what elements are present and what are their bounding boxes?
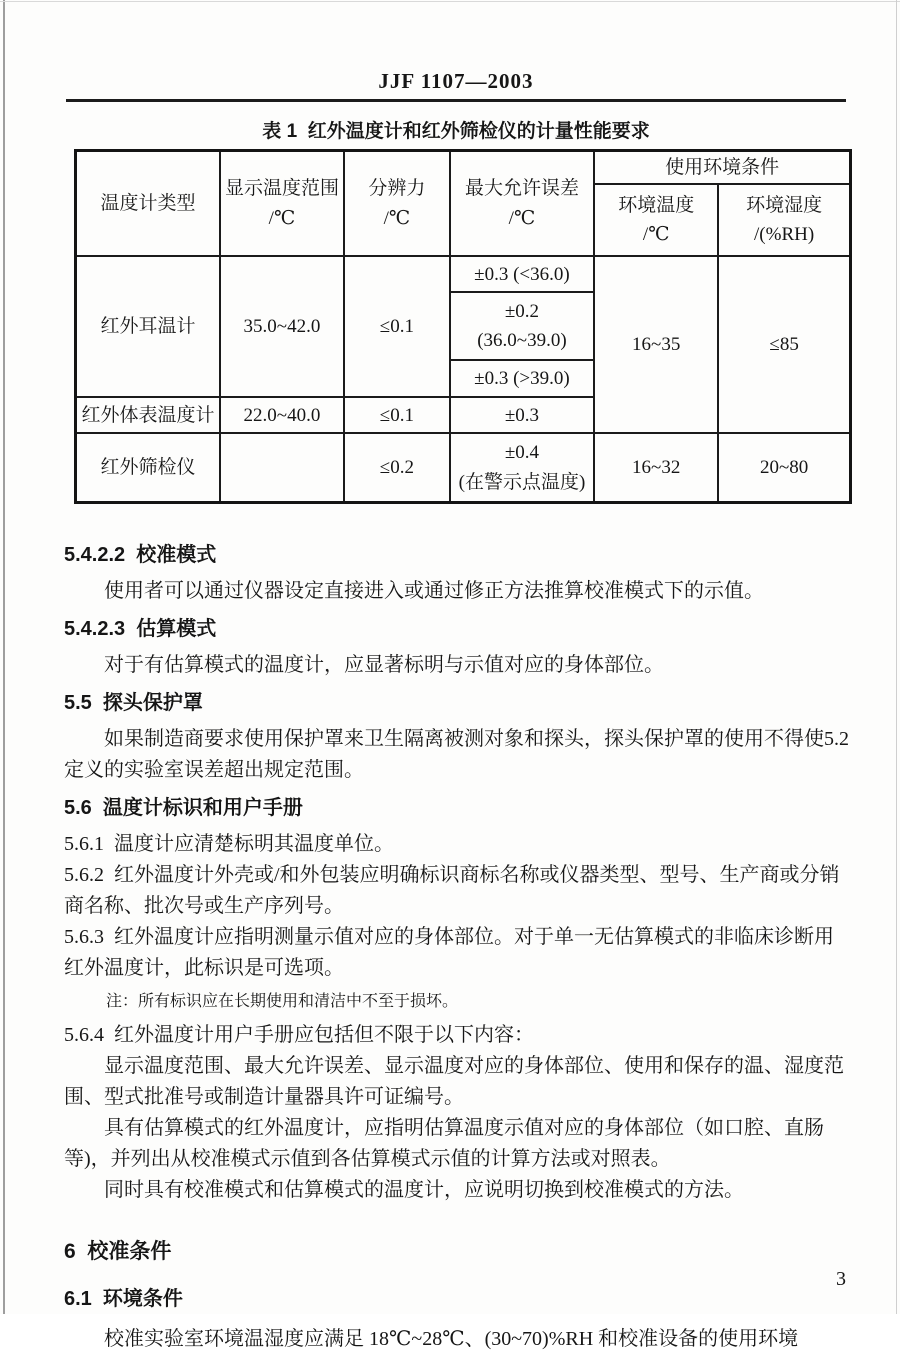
- header-resolution-unit: /℃: [383, 207, 411, 229]
- header-cell-thermometer-type: 温度计类型: [76, 151, 220, 257]
- para-lab-conditions: 校准实验室环境温湿度应满足 18℃~28℃、(30~70)%RH 和校准设备的使用环境: [104, 1328, 799, 1350]
- body-text: [64, 533, 850, 1355]
- clause-5-6-2: 5.6.2 红外温度计外壳或/和外包装应明确标识商标名称或仪器类型、型号、生产商或分销商名称、批次号或生产序列号。: [64, 864, 840, 917]
- section-5-5-heading: 5.5 探头保护罩: [64, 692, 203, 714]
- header-resolution-label: 分辨力: [368, 178, 426, 200]
- para-manual-contents: 显示温度范围、最大允许误差、显示温度对应的身体部位、使用和保存的温、湿度范围、型式批准号或制造计量器具许可证编号。: [64, 1055, 844, 1108]
- cell-skin-range: 22.0~40.0: [220, 397, 344, 433]
- header-cell-env-temp: [594, 184, 718, 256]
- header-cell-resolution: [344, 151, 450, 257]
- cell-skin-mpe: ±0.3: [450, 397, 594, 433]
- note-marking-durability: 注：所有标识应在长期使用和清洁中不至于损坏。: [106, 993, 459, 1010]
- cell-skin-resolution: ≤0.1: [344, 397, 450, 433]
- header-cell-mpe: [450, 151, 594, 257]
- cell-ear-range: 35.0~42.0: [220, 256, 344, 397]
- cell-ear-mpe-low: ±0.3 (<36.0): [450, 256, 594, 292]
- header-env-hum-label: 环境湿度: [746, 195, 823, 216]
- clause-5-6-3: 5.6.3 红外温度计应指明测量示值对应的身体部位。对于单一无估算模式的非临床诊断用红外温度计，此标识是可选项。: [64, 926, 834, 979]
- cell-ear-mpe-mid: [450, 292, 594, 360]
- header-cell-env-conditions: 使用环境条件: [594, 151, 850, 185]
- metrology-performance-table: [74, 149, 852, 504]
- header-env-temp-unit: /℃: [642, 224, 670, 246]
- para-calibration-mode-desc: 使用者可以通过仪器设定直接进入或通过修正方法推算校准模式下的示值。: [104, 580, 764, 602]
- para-estimation-mode-desc: 对于有估算模式的温度计，应显著标明与示值对应的身体部位。: [104, 654, 664, 676]
- header-display-range-unit: /℃: [268, 207, 296, 229]
- scan-edge-top: [0, 1, 900, 2]
- cell-screener-resolution: ≤0.2: [344, 433, 450, 502]
- cell-ear-type: 红外耳温计: [76, 256, 220, 397]
- cell-screener-mpe: [450, 433, 594, 502]
- page-number: 3: [836, 1268, 846, 1290]
- cell-ear-resolution: ≤0.1: [344, 256, 450, 397]
- cell-screener-mpe-value: ±0.4: [504, 442, 540, 464]
- table-caption: 表 1 红外温度计和红外筛检仪的计量性能要求: [262, 121, 650, 142]
- cell-screener-env-temp: 16~32: [594, 433, 718, 502]
- scan-edge-left: [3, 0, 5, 1314]
- header-env-temp-label: 环境温度: [618, 195, 695, 216]
- section-5-4-2-2-heading: 5.4.2.2 校准模式: [64, 544, 217, 566]
- section-5-6-heading: 5.6 温度计标识和用户手册: [64, 797, 303, 819]
- chapter-6-heading: 6 校准条件: [64, 1240, 172, 1263]
- section-5-4-2-3-heading: 5.4.2.3 估算模式: [64, 618, 217, 640]
- section-6-1-heading: 6.1 环境条件: [64, 1288, 183, 1310]
- standard-number-header: JJF 1107—2003: [378, 69, 534, 93]
- cell-ear-env-hum: ≤85: [718, 256, 850, 433]
- cell-screener-type: 红外筛检仪: [76, 433, 220, 502]
- para-probe-cover: 如果制造商要求使用保护罩来卫生隔离被测对象和探头，探头保护罩的使用不得使5.2定义的实验室误差超出规定范围。: [64, 728, 849, 781]
- para-estimation-body-sites: 具有估算模式的红外温度计，应指明估算温度示值对应的身体部位（如口腔、直肠等)，并列出从校准模式示值到各估算模式示值的计算方法或对照表。: [64, 1117, 824, 1170]
- cell-ear-env-temp: 16~35: [594, 256, 718, 433]
- cell-screener-mpe-condition: (在警示点温度): [458, 471, 586, 493]
- scan-edge-right: [896, 0, 897, 1314]
- header-rule: [66, 99, 846, 102]
- cell-ear-mpe-mid-range: (36.0~39.0): [477, 330, 567, 352]
- cell-skin-type: 红外体表温度计: [76, 397, 220, 433]
- header-mpe-unit: /℃: [508, 207, 536, 229]
- header-cell-env-hum: [718, 184, 850, 256]
- para-mode-switching: 同时具有校准模式和估算模式的温度计，应说明切换到校准模式的方法。: [104, 1179, 744, 1201]
- header-cell-display-range: [220, 151, 344, 257]
- clause-5-6-1: 5.6.1 温度计应清楚标明其温度单位。: [64, 833, 394, 855]
- cell-ear-mpe-high: ±0.3 (>39.0): [450, 360, 594, 397]
- header-mpe-label: 最大允许误差: [464, 178, 579, 200]
- header-display-range-label: 显示温度范围: [224, 178, 339, 200]
- cell-screener-env-hum: 20~80: [718, 433, 850, 502]
- clause-5-6-4: 5.6.4 红外温度计用户手册应包括但不限于以下内容：: [64, 1024, 534, 1046]
- cell-ear-mpe-mid-value: ±0.2: [504, 301, 540, 322]
- header-env-hum-unit: /(%RH): [754, 224, 815, 246]
- cell-screener-range: [220, 433, 344, 502]
